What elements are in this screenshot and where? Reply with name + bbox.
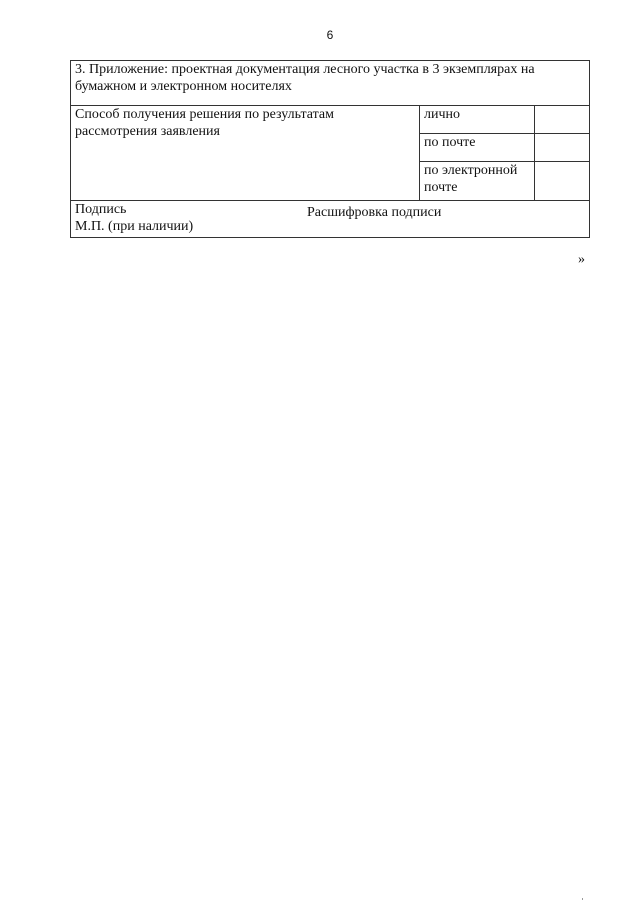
page-number: 6 [326, 28, 334, 42]
signature-row [71, 201, 590, 238]
scan-mark [582, 898, 583, 900]
delivery-method-label: Способ получения решения по результатам рассмотрения заявления [71, 106, 420, 201]
signature-decode-label: Расшифровка подписи [307, 205, 442, 220]
option-mark-post[interactable] [535, 134, 590, 162]
option-mark-email[interactable] [535, 162, 590, 201]
signature-cell[interactable] [71, 201, 590, 238]
closing-quote: » [578, 252, 585, 267]
attachment-row [71, 61, 590, 106]
option-mark-in-person[interactable] [535, 106, 590, 134]
application-form-table [70, 60, 590, 238]
stamp-label: М.П. (при наличии) [75, 219, 194, 234]
signature-label: Подпись [75, 202, 127, 217]
attachment-text: 3. Приложение: проектная документация лесного участка в 3 экземплярах на бумажном и электронном носителях [71, 61, 590, 106]
option-label-in-person: лично [420, 106, 535, 134]
delivery-option-row-in-person [71, 106, 590, 134]
option-label-email: по электронной почте [420, 162, 535, 201]
option-label-post: по почте [420, 134, 535, 162]
